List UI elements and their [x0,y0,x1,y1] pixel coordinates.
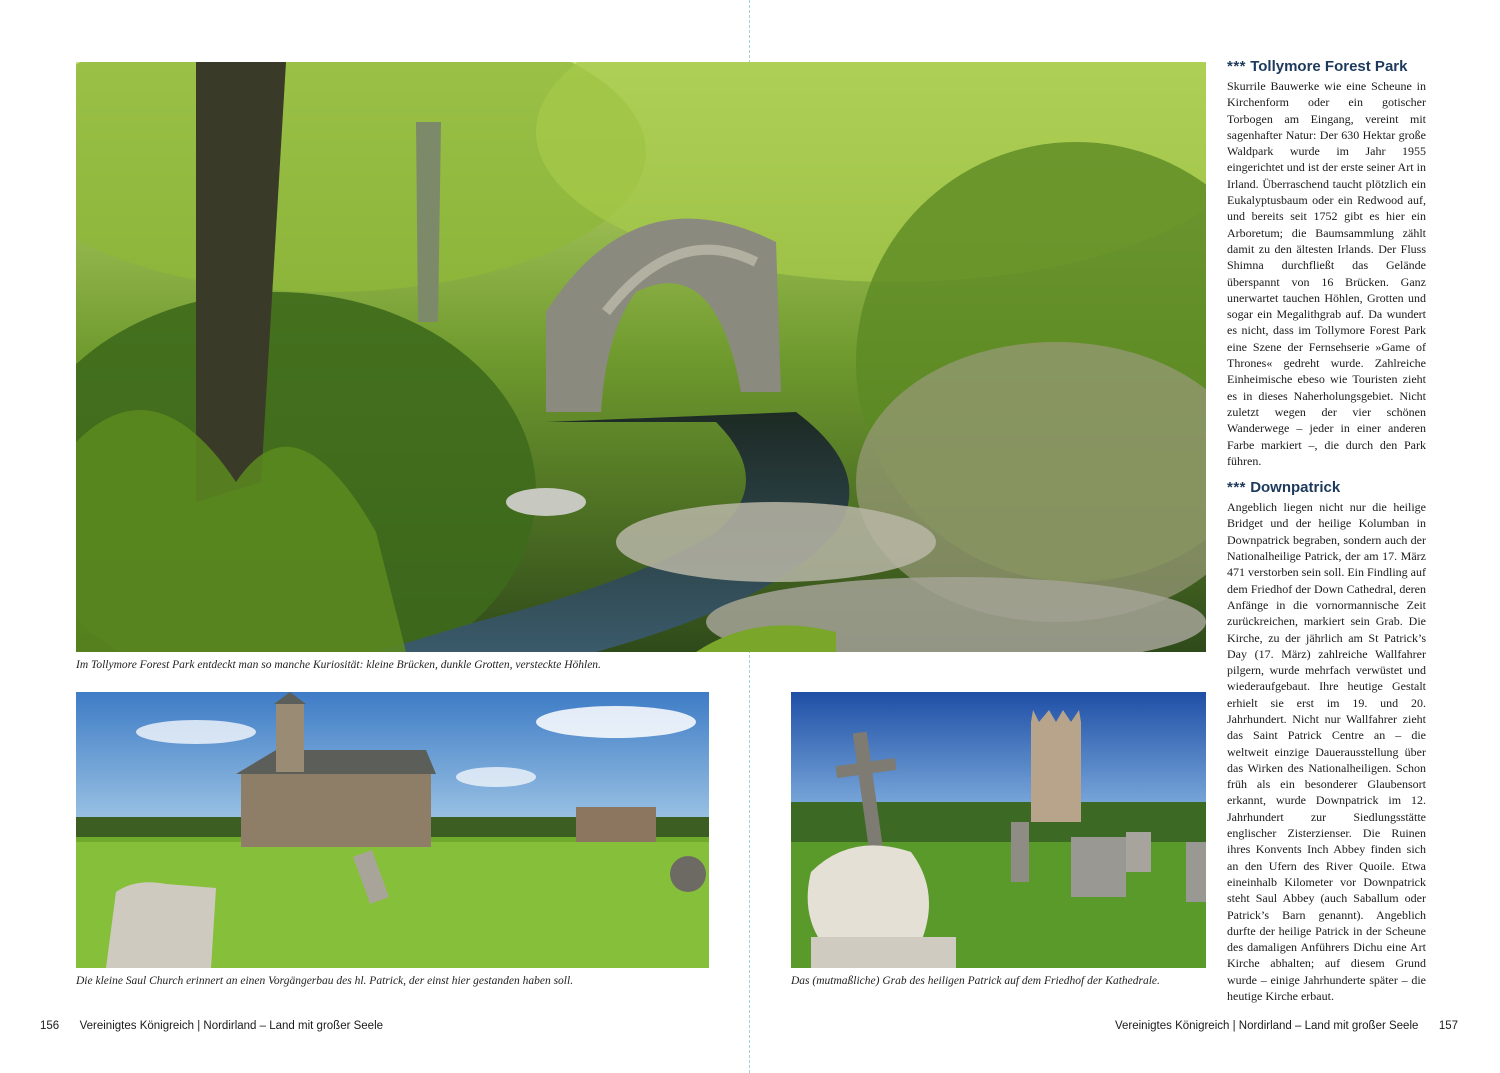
section-body: Angeblich liegen nicht nur die heilige Bridget und der heilige Kolumban in Downpatrick begraben, sondern auch der Nationalheilige Patrick, der am 17. März 471 verstorben sein soll. Ein Findling auf dem Friedhof der Down Cathedral, deren Anfänge in die vornormannische Zeit zurückreichen, markiert sein Grab. Die Kirche, zu der jährlich am St Patrick’s Day (17. März) zahlreiche Wallfahrer pilgern, wurde mehrfach verwüstet und wiederaufgebaut. Ihre heutige Gestalt erhielt sie erst im 19. und 20. Jahrhundert. Nicht nur Wallfahrer zieht das Saint Patrick Centre an – die weltweit einzige Dauerausstellung über das Wirken des Nationalheiligen. Schon früh als ein besonderer Glaubensort erkannt, wurde Downpatrick im 12. Jahrhundert zur Siedlungsstätte englischer Zisterzienser. Die Ruinen ihres Konvents Inch Abbey finden sich an den Ufern des River Quoile. Etwa eineinhalb Kilometer vor Downpatrick steht Saul Abbey (auch Saballum oder Patrick’s Barn genannt). Angeblich durfte der heilige Patrick in der Scheune des damaligen Anführers Dichu eine Art Kirche abhalten; auf diesem Grund wurde – einige Jahrhunderte später – die heutige Kirche erbaut. [1227,500,1426,1004]
section-body: Skurrile Bauwerke wie eine Scheune in Kirchenform oder ein gotischer Torbogen am Eingang, vereint mit sagenhafter Natur: Der 630 Hektar große Waldpark wurde im Jahr 1955 eingerichtet und ist der erste seiner Art in Irland. Überraschend taucht plötzlich ein Eukalyptusbaum oder ein Redwood auf, und bereits seit 1752 gibt es hier ein Arboretum; die Baumsammlung zählt damit zu den ältesten Irlands. Der Fluss Shimna durchfließt das Gelände überspannt von 16 Brücken. Ganz unerwartet tauchen Höhlen, Grotten und sogar ein Megalithgrab auf. Da wundert es nicht, dass im Tollymore Forest Park eine Szene der Fernsehserie »Game of Thrones« gedreht wurde. Zahlreiche Einheimische ebeso wie Touristen zieht es in dieses Naherholungsgebiet. Nicht zuletzt wegen der vier schönen Wanderwege – jeder in einer anderen Farbe markiert –, die durch den Park führen. [1227,79,1426,468]
forest-photo-caption: Im Tollymore Forest Park entdeckt man so manche Kuriosität: kleine Brücken, dunkle Grotten, versteckte Höhlen. [76,659,601,671]
section-heading [1227,58,1426,76]
patrick-grave-photo [791,692,1206,968]
section-title: Downpatrick [1250,479,1341,497]
church-photo-caption: Die kleine Saul Church erinnert an einen Vorgängerbau des hl. Patrick, der einst hier gestanden haben soll. [76,975,574,987]
section-title: Tollymore Forest Park [1250,58,1408,75]
page-number: 156 [40,1020,60,1032]
grave-photo-caption: Das (mutmaßliche) Grab des heiligen Patrick auf dem Friedhof der Kathedrale. [791,975,1160,987]
rating-stars: *** [1227,58,1247,75]
forest-bridge-photo [76,62,1206,652]
right-footer [1115,1019,1458,1033]
rating-stars: *** [1227,479,1247,497]
running-title: Vereinigtes Königreich | Nordirland – Land mit großer Seele [79,1020,384,1032]
page-number: 157 [1438,1020,1458,1032]
saul-church-photo [76,692,709,968]
section-heading [1227,479,1426,497]
left-footer [40,1019,383,1033]
section-downpatrick [1227,479,1426,1004]
article-text-column [1227,58,1426,1004]
section-tollymore [1227,58,1426,469]
running-title: Vereinigtes Königreich | Nordirland – Land mit großer Seele [1114,1020,1419,1032]
